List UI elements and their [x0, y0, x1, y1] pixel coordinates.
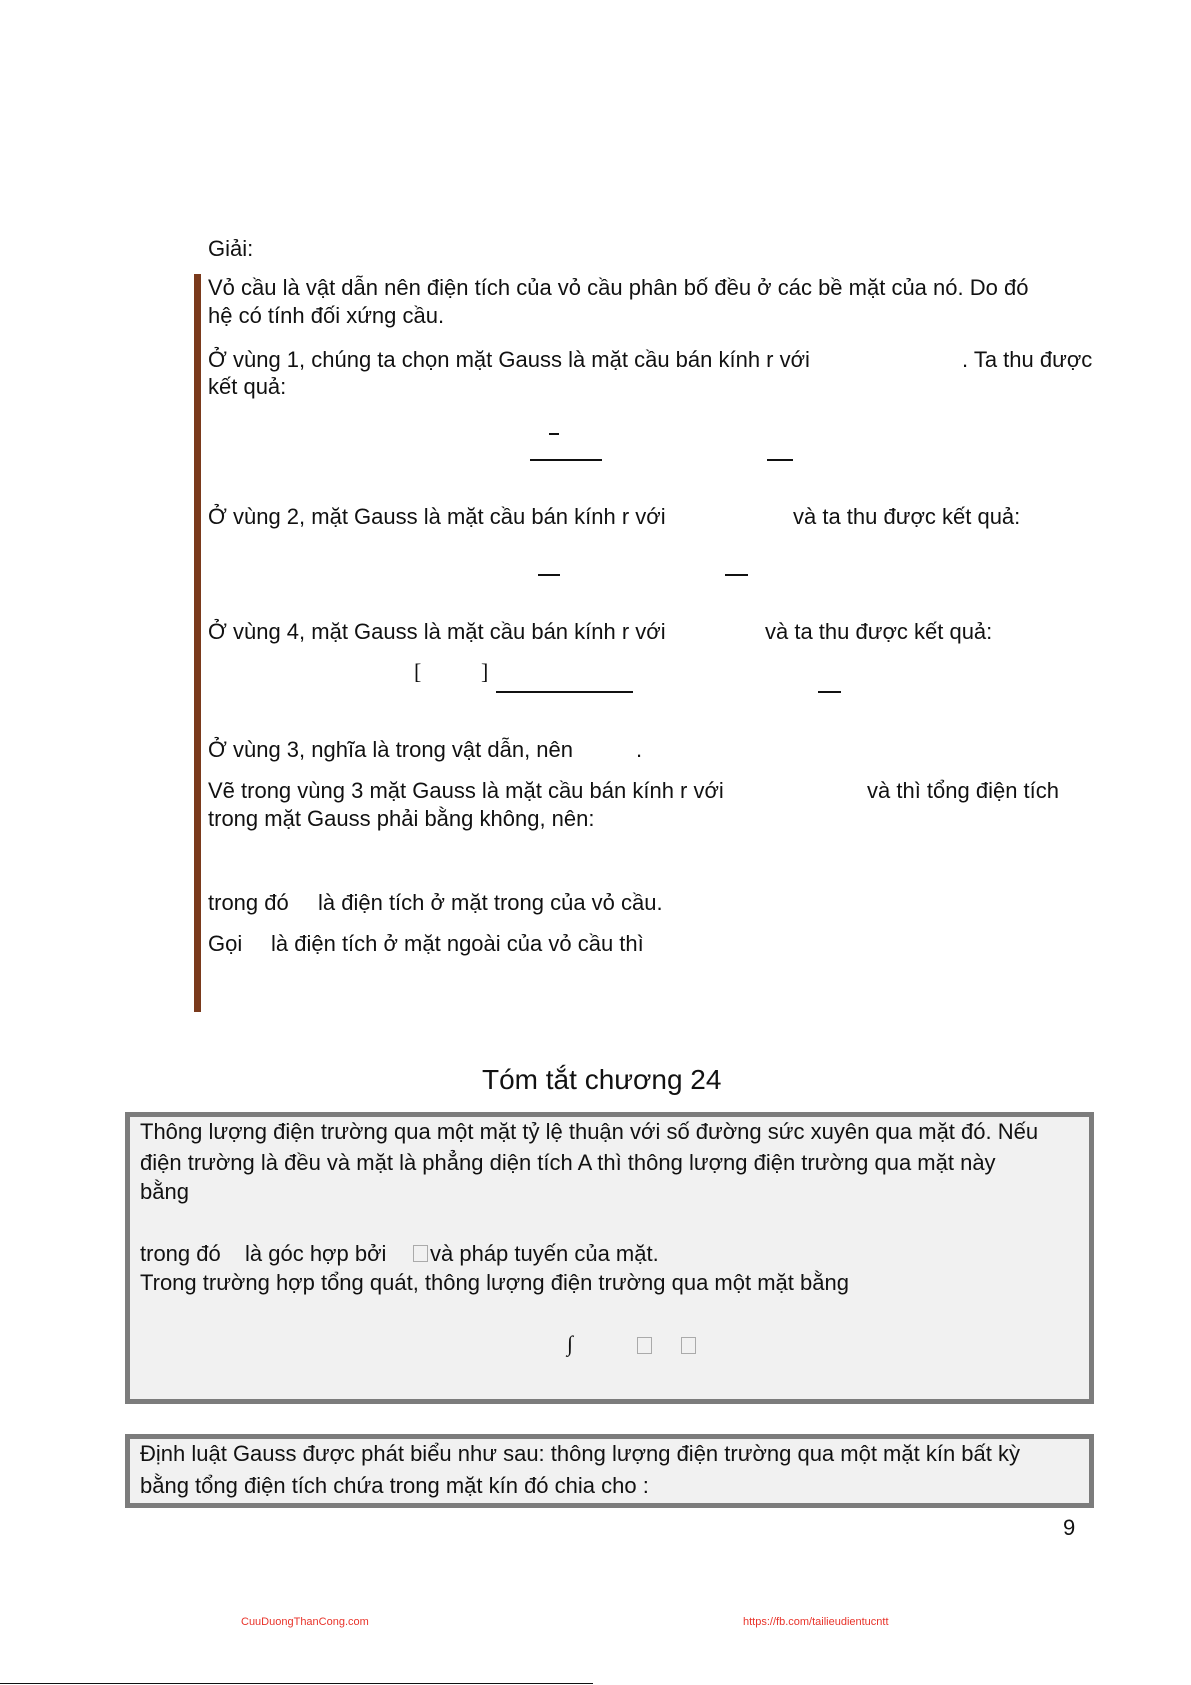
paragraph-6-line-1a: Vẽ trong vùng 3 mặt Gauss là mặt cầu bán kính r với — [208, 778, 724, 803]
paragraph-3-b: và ta thu được kết quả: — [793, 504, 1021, 529]
paragraph-8-b: là điện tích ở mặt ngoài của vỏ cầu thì — [271, 931, 644, 956]
flux-line-2: điện trường là đều và mặt là phẳng diện tích A thì thông lượng điện trường qua mặt này — [140, 1150, 996, 1175]
paragraph-8-a: Gọi — [208, 931, 243, 956]
flux-line-5: Trong trường hợp tổng quát, thông lượng điện trường qua một mặt bằng — [140, 1270, 849, 1295]
flux-line-3: bằng — [140, 1179, 189, 1204]
page-number: 9 — [1063, 1515, 1076, 1540]
paragraph-4-b: và ta thu được kết quả: — [765, 619, 993, 644]
equation-1-minus-mark — [549, 433, 559, 435]
footer-right-link[interactable]: https://fb.com/tailieudientucntt — [743, 1616, 889, 1628]
paragraph-5-b: . — [636, 737, 643, 762]
equation-4-fraction-bar-2 — [818, 691, 841, 693]
equation-4-fraction-bar — [496, 691, 633, 693]
integral-symbol: ∫ — [567, 1331, 574, 1356]
paragraph-2-line-1b: . Ta thu được — [962, 347, 1093, 372]
equation-1-fraction-bar — [530, 459, 602, 461]
paragraph-3-a: Ở vùng 2, mặt Gauss là mặt cầu bán kính r với — [208, 504, 666, 529]
flux-line-4b: là góc hợp bởi — [245, 1241, 387, 1266]
paragraph-2-line-2: kết quả: — [208, 374, 287, 399]
missing-symbol-box-2 — [637, 1337, 652, 1354]
gauss-line-1: Định luật Gauss được phát biểu như sau: thông lượng điện trường qua một mặt kín bất kỳ — [140, 1441, 1020, 1466]
flux-line-4c: và pháp tuyến của mặt. — [430, 1241, 659, 1266]
paragraph-7-b: là điện tích ở mặt trong của vỏ cầu. — [318, 890, 663, 915]
missing-symbol-box-3 — [681, 1337, 696, 1354]
equation-2-fraction-bar-2 — [725, 574, 748, 576]
solution-heading: Giải: — [208, 236, 254, 261]
paragraph-6-line-2: trong mặt Gauss phải bằng không, nên: — [208, 806, 595, 831]
flux-line-4a: trong đó — [140, 1241, 221, 1266]
summary-title: Tóm tắt chương 24 — [482, 1064, 722, 1095]
paragraph-5-a: Ở vùng 3, nghĩa là trong vật dẫn, nên — [208, 737, 574, 762]
gauss-line-2: bằng tổng điện tích chứa trong mặt kín đó chia cho : — [140, 1473, 649, 1498]
equation-1-fraction-bar-2 — [767, 459, 793, 461]
footer-left-link[interactable]: CuuDuongThanCong.com — [241, 1616, 369, 1628]
paragraph-4-a: Ở vùng 4, mặt Gauss là mặt cầu bán kính r với — [208, 619, 666, 644]
equation-4-bracket-open: [ — [414, 659, 422, 684]
missing-symbol-box — [413, 1245, 428, 1262]
paragraph-6-line-1b: và thì tổng điện tích — [867, 778, 1060, 803]
flux-line-1: Thông lượng điện trường qua một mặt tỷ lệ thuận với số đường sức xuyên qua mặt đó. Nếu — [140, 1119, 1039, 1144]
paragraph-2-line-1a: Ở vùng 1, chúng ta chọn mặt Gauss là mặt cầu bán kính r với — [208, 347, 810, 372]
paragraph-1-line-1: Vỏ cầu là vật dẫn nên điện tích của vỏ cầu phân bố đều ở các bề mặt của nó. Do đó — [208, 275, 1029, 300]
paragraph-7-a: trong đó — [208, 890, 289, 915]
equation-2-fraction-bar — [538, 574, 560, 576]
quote-bar — [194, 274, 201, 1012]
equation-4-bracket-close: ] — [481, 659, 489, 684]
paragraph-1-line-2: hệ có tính đối xứng cầu. — [208, 303, 445, 328]
footer-rule — [0, 1683, 593, 1684]
